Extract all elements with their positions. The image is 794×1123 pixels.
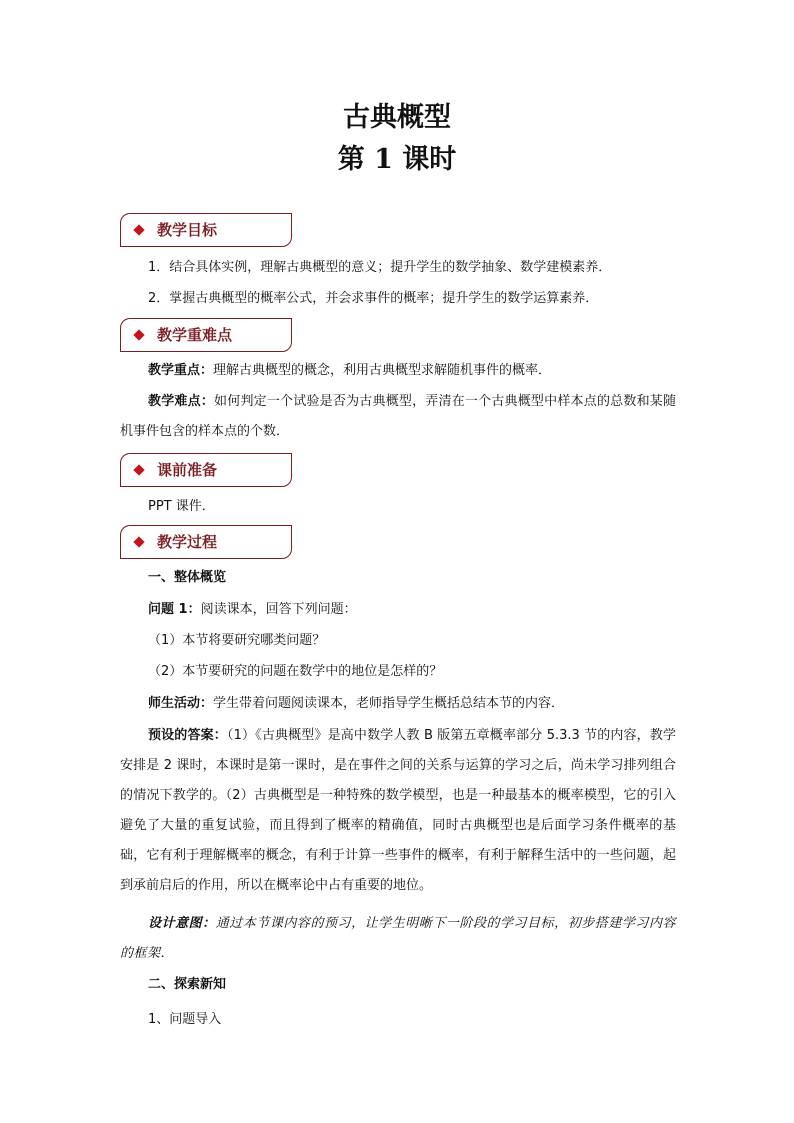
preset-answer [120, 721, 676, 901]
document-subtitle: 第 1 课时 [337, 144, 457, 175]
question-1-label: 问题 1： [148, 602, 201, 617]
question-1-a: （1）本节将要研究哪类问题？ [148, 633, 326, 648]
activity [120, 689, 676, 719]
activity-label: 师生活动： [148, 696, 214, 711]
question-1-text: 阅读课本，回答下列问题： [200, 602, 357, 617]
part2-heading: 二、探索新知 [148, 977, 227, 992]
diamond-icon [133, 329, 144, 340]
difficult-point-text: 如何判定一个试验是否为古典概型，弄清在一个古典概型中样本点的总数和某随机事件包含的样本点的个数． [120, 394, 676, 439]
part2-item-1: 1、问题导入 [148, 1012, 222, 1027]
preset-answer-label: 预设的答案： [148, 728, 227, 743]
part1-heading: 一、整体概览 [148, 570, 227, 585]
section-label: 教学重难点 [157, 326, 233, 344]
design-intent-text: 通过本节课内容的预习，让学生明晰下一阶段的学习目标，初步搭建学习内容的框架． [120, 916, 676, 961]
section-header-process [120, 525, 292, 559]
diamond-icon [133, 536, 144, 547]
design-intent [120, 909, 676, 969]
section-header-prep [120, 453, 292, 487]
preset-answer-text: （1）《古典概型》是高中数学人教 B 版第五章概率部分 5.3.3 节的内容，教学安排是 2 课时，本课时是第一课时，是在事件之间的关系与运算的学习之后，尚未学习排列组合的情况下教学的。（2）古典概型是一种特殊的数学模型，也是一种最基本的概率模型，它的引入避免了大量的重复试验，而且得到了概率的精确值，同时古典概型也是后面学习条件概率的基础，它有利于理解概率的概念，有利于计算一些事件的概率，有利于解释生活中的一些问题，起到承前启后的作用，所以在概率论中占有重要的地位。 [120, 728, 676, 893]
section-header-keypoints [120, 318, 292, 352]
key-point [120, 356, 676, 386]
design-intent-label: 设计意图： [148, 916, 216, 931]
activity-text: 学生带着问题阅读课本，老师指导学生概括总结本节的内容． [213, 696, 565, 711]
key-point-label: 教学重点： [148, 363, 214, 378]
goal-item: 2．掌握古典概型的概率公式，并会求事件的概率；提升学生的数学运算素养． [148, 291, 599, 306]
difficult-point-label: 教学难点： [148, 394, 215, 409]
prep-text: PPT 课件． [148, 499, 215, 514]
key-point-text: 理解古典概型的概念，利用古典概型求解随机事件的概率． [213, 363, 552, 378]
goal-item: 1．结合具体实例，理解古典概型的意义；提升学生的数学抽象、数学建模素养． [148, 260, 612, 275]
diamond-icon [133, 464, 144, 475]
question-1-b: （2）本节要研究的问题在数学中的地位是怎样的？ [148, 664, 443, 679]
section-header-goals [120, 213, 292, 247]
section-label: 教学过程 [157, 533, 218, 551]
section-label: 教学目标 [157, 221, 218, 239]
section-label: 课前准备 [157, 461, 218, 479]
question-1 [120, 595, 676, 625]
document-title: 古典概型 [343, 102, 451, 133]
difficult-point [120, 387, 676, 447]
diamond-icon [133, 224, 144, 235]
